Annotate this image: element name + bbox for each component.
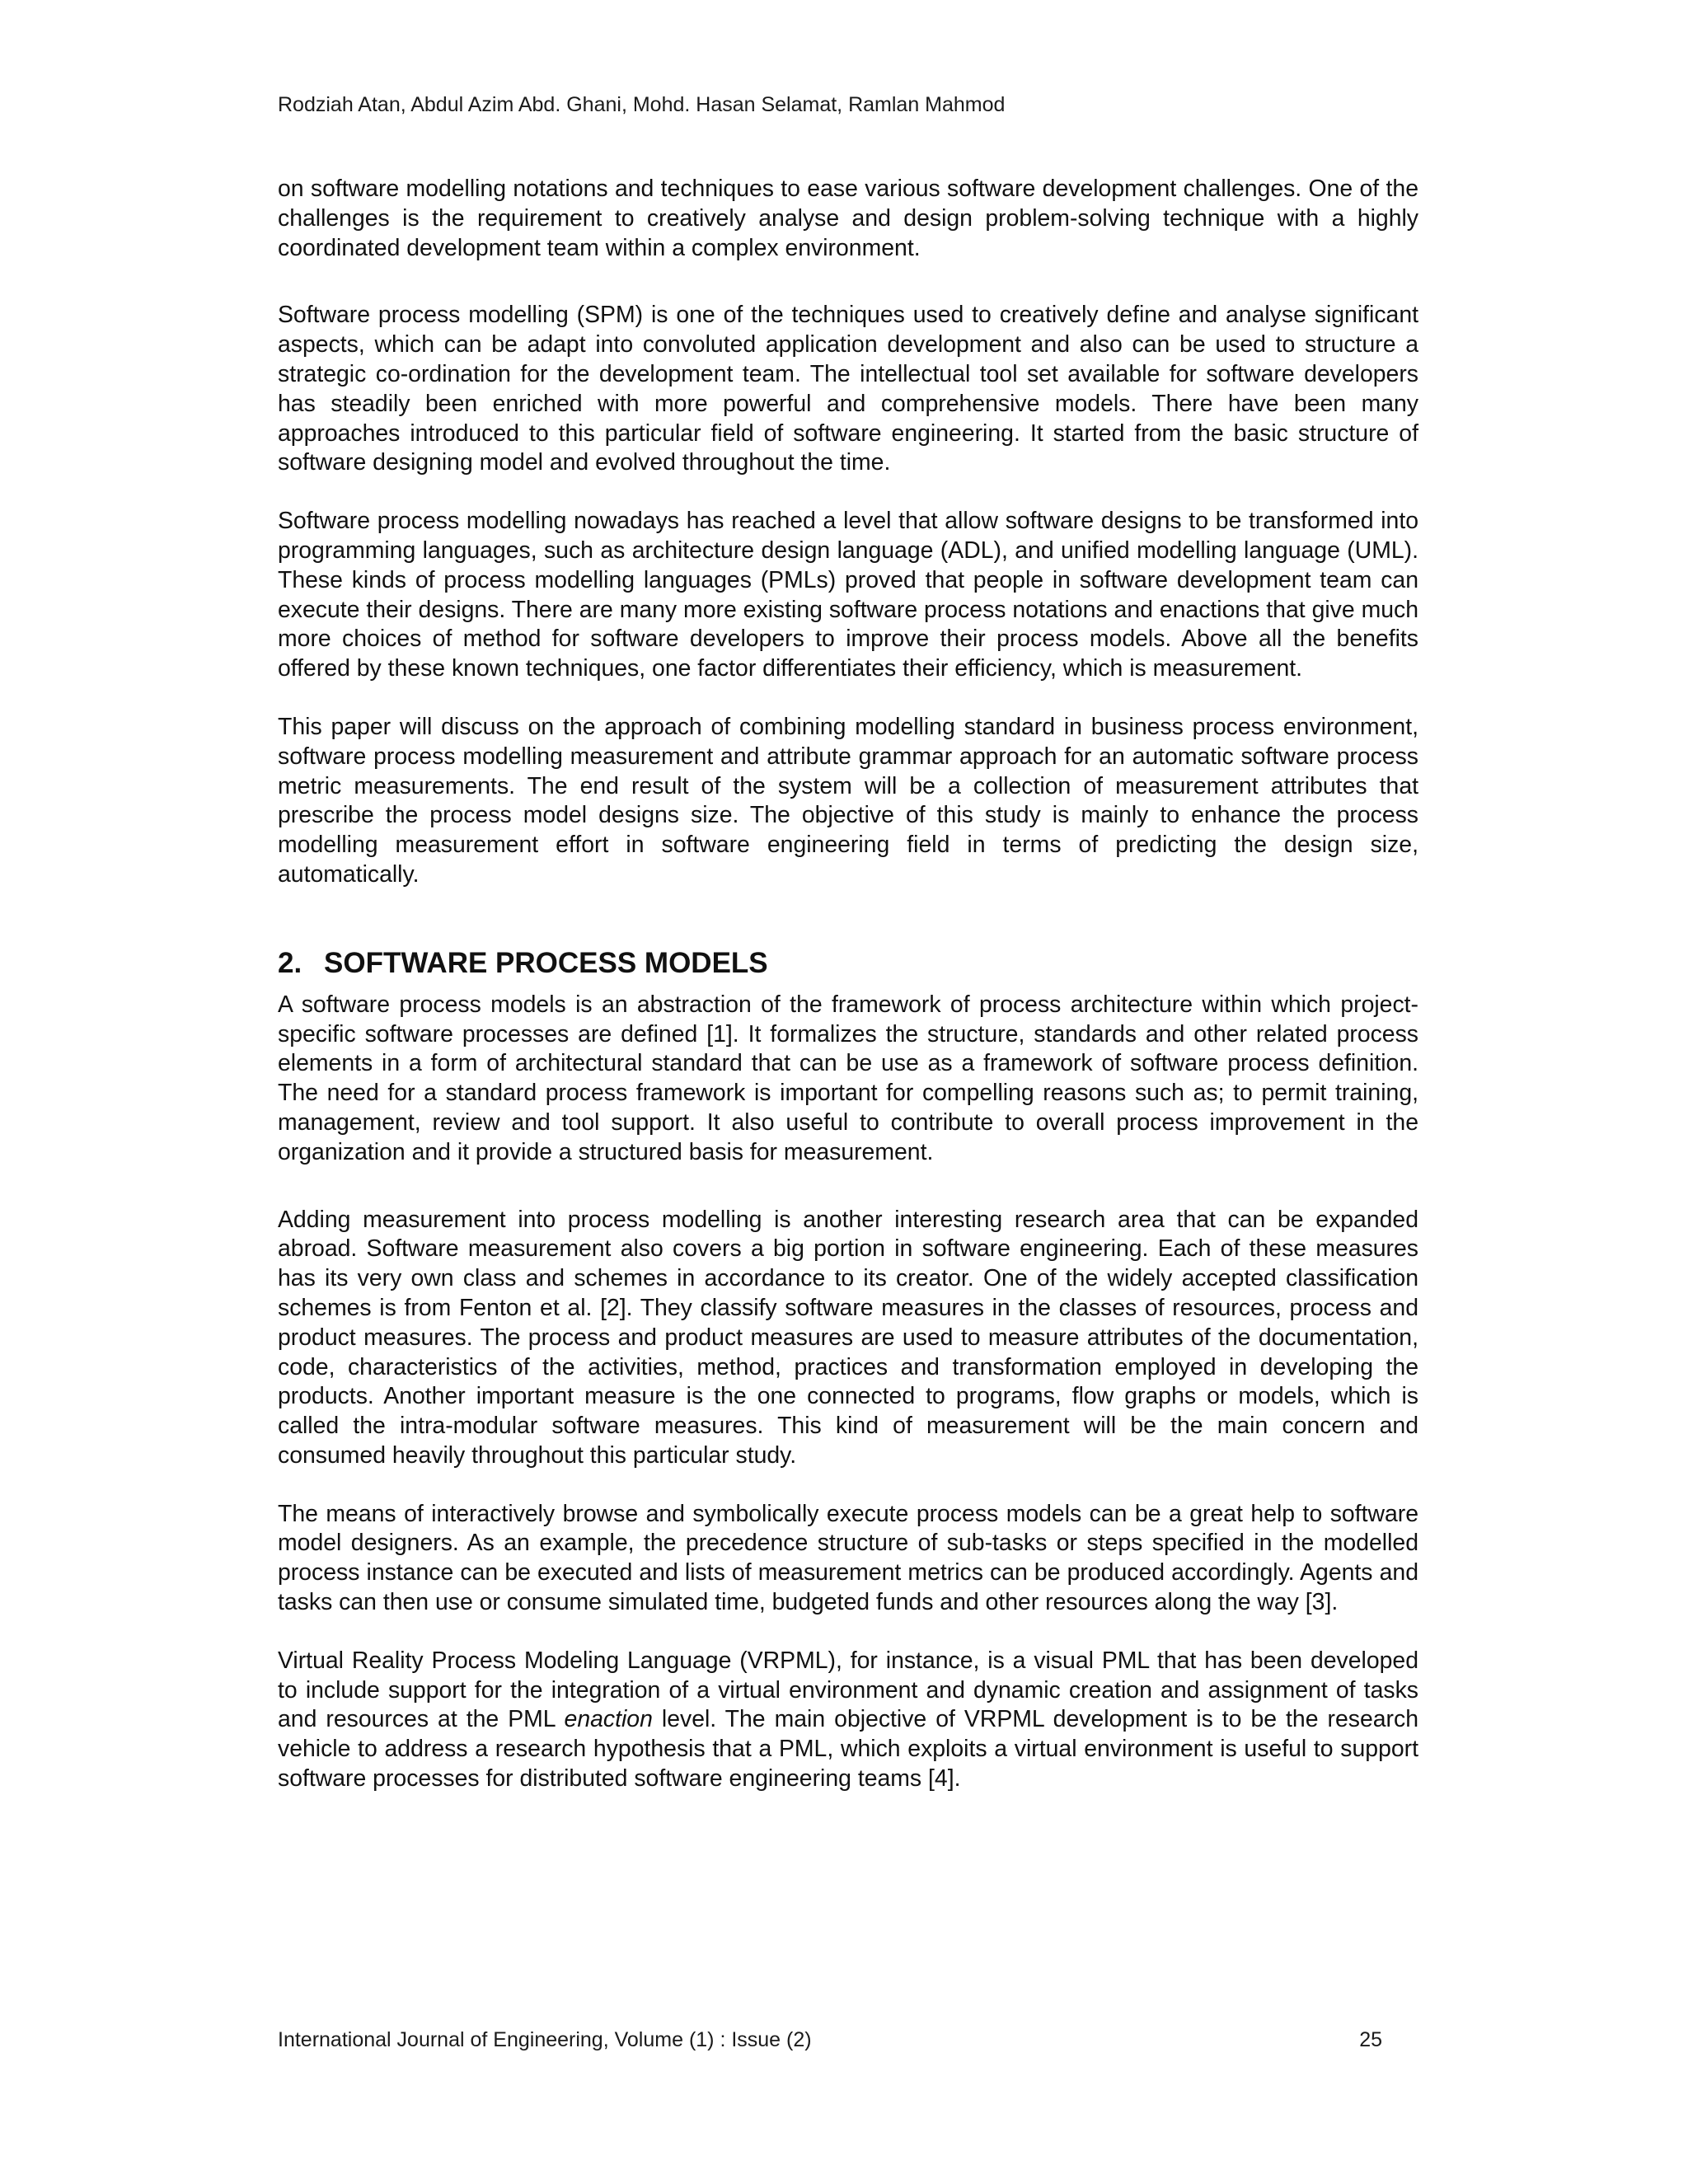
section-title: SOFTWARE PROCESS MODELS (324, 946, 768, 979)
running-header-authors: Rodziah Atan, Abdul Azim Abd. Ghani, Mohd. Hasan Selamat, Ramlan Mahmod (278, 93, 1006, 116)
paragraph-section2-4-part1: Virtual Reality Process Modeling Language (VRPML), for instance, is a visual PML that has been developed to include support for the integration of a virtual environment and dynamic creation and assignment of tasks and resources at the PML (278, 1647, 1418, 1733)
paragraph-intro-3: Software process modelling nowadays has reached a level that allow software designs to be transformed into programming languages, such as architecture design language (ADL), and unified modelling language (UML). These kinds of process modelling languages (PMLs) proved that people in software development team can execute their designs. There are many more existing software process notations and enactions that give much more choices of method for software developers to improve their process models. Above all the benefits offered by these known techniques, one factor differentiates their efficiency, which is measurement. (278, 508, 1418, 682)
italic-term-enaction: enaction (564, 1706, 653, 1733)
page-footer (278, 2027, 1382, 2052)
section-number: 2. (278, 946, 302, 979)
footer-journal: International Journal of Engineering, Volume (1) : Issue (2) (278, 2028, 812, 2051)
paragraph-intro-1: on software modelling notations and techniques to ease various software development challenges. One of the challenges is the requirement to creatively analyse and design problem-solving technique with a highly coordinated development team within a complex environment. (278, 176, 1418, 261)
paragraph-section2-4-part2: level. The main objective of VRPML development is to be the research vehicle to address a research hypothesis that a PML, which exploits a virtual environment is useful to support software processes for distributed software engineering teams [4]. (278, 1706, 1418, 1793)
paragraph-section2-3: The means of interactively browse and symbolically execute process models can be a great help to software model designers. As an example, the precedence structure of sub-tasks or steps specified in the modelled process instance can be executed and lists of measurement metrics can be produced accordingly. Agents and tasks can then use or consume simulated time, budgeted funds and other resources along the way [3]. (278, 1500, 1418, 1616)
paper-page (278, 0, 1418, 2184)
footer-page-number: 25 (1359, 2028, 1382, 2051)
paragraph-section2-1: A software process models is an abstraction of the framework of process architecture within which project-specific software processes are defined [1]. It formalizes the structure, standards and other related process elements in a form of architectural standard that can be use as a framework of software process definition. The need for a standard process framework is important for compelling reasons such as; to permit training, management, review and tool support. It also useful to contribute to overall process improvement in the organization and it provide a structured basis for measurement. (278, 991, 1418, 1165)
paragraph-intro-4: This paper will discuss on the approach of combining modelling standard in business process environment, software process modelling measurement and attribute grammar approach for an automatic software process metric measurements. The end result of the system will be a collection of measurement attributes that prescribe the process model designs size. The objective of this study is mainly to enhance the process modelling measurement effort in software engineering field in terms of predicting the design size, automatically. (278, 713, 1418, 888)
body-text (278, 175, 1418, 1794)
paragraph-section2-4 (278, 1647, 1418, 1794)
paragraph-intro-2: Software process modelling (SPM) is one of the techniques used to creatively define and analyse significant aspects, which can be adapt into convoluted application development and also can be used to structure a strategic co-ordination for the development team. The intellectual tool set available for software developers has steadily been enriched with more powerful and comprehensive models. There have been many approaches introduced to this particular field of software engineering. It started from the basic structure of software designing model and evolved throughout the time. (278, 302, 1418, 476)
paragraph-section2-2: Adding measurement into process modelling is another interesting research area that can be expanded abroad. Software measurement also covers a big portion in software engineering. Each of these measures has its very own class and schemes in accordance to its creator. One of the widely accepted classification schemes is from Fenton et al. [2]. They classify software measures in the classes of resources, process and product measures. The process and product measures are used to measure attributes of the documentation, code, characteristics of the activities, method, practices and transformation employed in developing the products. Another important measure is the one connected to programs, flow graphs or models, which is called the intra-modular software measures. This kind of measurement will be the main concern and consumed heavily throughout this particular study. (278, 1206, 1418, 1469)
section-heading (278, 946, 1418, 981)
